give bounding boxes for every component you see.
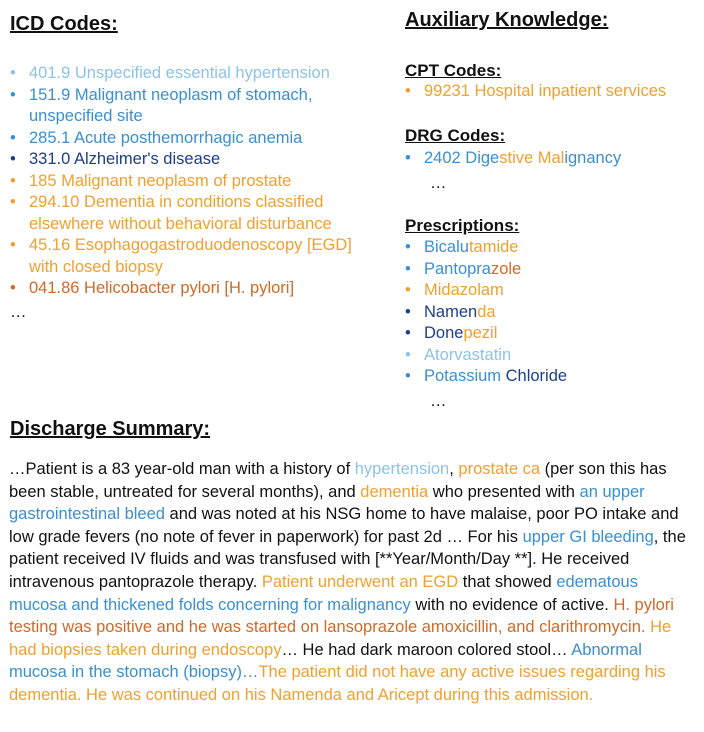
drg-ellipsis: …	[430, 174, 447, 192]
text-segment: Potassium	[424, 367, 506, 385]
bullet-icon: •	[10, 193, 16, 211]
text-segment: that showed	[458, 572, 557, 591]
list-item	[10, 171, 380, 193]
text-segment: Pantopra	[424, 259, 491, 278]
prescriptions-title: Prescriptions:	[405, 216, 520, 235]
text-segment: and was noted at his NSG home to have malaise, poor PO intake and low grade fevers (no note of fever in paperwork) for past 2d … For his	[9, 505, 679, 546]
icd-codes-title: ICD Codes:	[10, 13, 118, 35]
text-segment: H. pylori testing was positive and he was started on lansoprazole amoxicillin, and clarithromycin.	[9, 595, 674, 637]
bullet-icon: •	[405, 259, 411, 278]
list-item	[405, 237, 700, 259]
text-segment: …Patient is a 83 year-old man with a history of	[9, 460, 355, 478]
list-item	[10, 85, 380, 128]
text-segment: an upper gastrointestinal bleed	[9, 482, 645, 524]
drg-codes-title: DRG Codes:	[405, 126, 506, 145]
text-segment: 401.9 Unspecified essential hypertension	[29, 64, 330, 82]
bullet-icon: •	[405, 281, 411, 299]
list-item	[405, 81, 700, 103]
list-item	[10, 128, 380, 150]
icd-codes-list	[10, 63, 380, 300]
bullet-icon: •	[10, 279, 16, 297]
bullet-icon: •	[10, 128, 16, 147]
list-item	[10, 278, 380, 300]
list-item	[405, 259, 700, 281]
bullet-icon: •	[10, 64, 16, 82]
text-segment: 041.86 Helicobacter pylori [H. pylori]	[29, 279, 295, 297]
text-segment: The patient did not have any active issues regarding his dementia. He was continued on his Namenda and Aricept during this admission.	[9, 663, 666, 704]
text-segment: 151.9 Malignant neoplasm of stomach, unspecified site	[29, 85, 313, 125]
text-segment: 2402 Dige	[424, 149, 500, 167]
prescriptions-list	[405, 237, 700, 388]
list-item	[10, 235, 380, 278]
bullet-icon: •	[10, 150, 16, 168]
discharge-summary-title: Discharge Summary:	[10, 418, 211, 440]
text-segment: upper GI bleeding	[522, 527, 654, 546]
list-item	[10, 149, 380, 171]
discharge-summary-text	[9, 458, 699, 707]
text-segment: da	[477, 302, 496, 321]
text-segment: pezil	[463, 324, 498, 342]
text-segment: with no evidence of active.	[410, 595, 614, 614]
text-segment: Chloride	[505, 367, 568, 385]
text-segment: … He had dark maroon colored stool…	[281, 640, 572, 659]
text-segment: tamide	[468, 238, 519, 256]
icd-ellipsis: …	[10, 303, 27, 321]
bullet-icon: •	[405, 302, 411, 321]
list-item	[405, 345, 700, 367]
text-segment: Done	[424, 324, 464, 342]
text-segment: Abnormal mucosa in the stomach (biopsy)…	[9, 640, 642, 682]
text-segment: Atorvastatin	[424, 345, 512, 364]
list-item	[10, 63, 380, 85]
bullet-icon: •	[10, 85, 16, 104]
bullet-icon: •	[10, 171, 16, 190]
text-segment: Patient underwent an EGD	[261, 572, 459, 591]
text-segment: (per son this has been stable, untreated for several months), and	[9, 460, 667, 501]
text-segment: He had biopsies taken during endoscopy	[9, 618, 672, 659]
bullet-icon: •	[405, 238, 411, 256]
text-segment: ,	[449, 460, 459, 478]
cpt-codes-title: CPT Codes:	[405, 61, 502, 80]
text-segment: who presented with	[428, 482, 580, 501]
auxiliary-knowledge-title: Auxiliary Knowledge:	[405, 9, 609, 31]
text-segment: 185 Malignant neoplasm of prostate	[29, 171, 292, 190]
text-segment: ignancy	[564, 149, 622, 167]
text-segment: dementia	[360, 482, 429, 501]
drg-codes-list	[405, 148, 700, 170]
bullet-icon: •	[405, 149, 411, 167]
text-segment: Midazolam	[424, 281, 504, 299]
text-segment: Bicalu	[424, 238, 469, 256]
text-segment: prostate ca	[458, 460, 541, 478]
text-segment: 99231 Hospital inpatient services	[424, 82, 667, 100]
cpt-codes-list	[405, 81, 700, 103]
list-item	[10, 192, 380, 235]
text-segment: 294.10 Dementia in conditions classified elsewhere without behavioral disturbance	[29, 193, 332, 233]
bullet-icon: •	[405, 324, 411, 342]
text-segment: 331.0 Alzheimer's disease	[29, 150, 221, 168]
bullet-icon: •	[405, 367, 411, 385]
text-segment: , the patient received IV fluids and was transfused with [**Year/Month/Day **]. He received intravenous pantoprazole therapy.	[9, 527, 686, 591]
list-item	[405, 323, 700, 345]
list-item	[405, 148, 700, 170]
prescriptions-ellipsis: …	[430, 392, 447, 410]
text-segment: 45.16 Esophagogastroduodenoscopy [EGD] with closed biopsy	[29, 236, 352, 276]
text-segment: zole	[490, 259, 522, 278]
bullet-icon: •	[405, 345, 411, 364]
text-segment: Namen	[424, 302, 478, 321]
text-segment: 285.1 Acute posthemorrhagic anemia	[29, 128, 303, 147]
list-item	[405, 302, 700, 324]
text-segment: hypertension	[354, 460, 450, 478]
bullet-icon: •	[10, 236, 16, 254]
list-item	[405, 280, 700, 302]
text-segment: edematous mucosa and thickened folds concerning for malignancy	[9, 572, 638, 614]
text-segment: stive Mal	[499, 149, 565, 167]
list-item	[405, 366, 700, 388]
bullet-icon: •	[405, 82, 411, 100]
